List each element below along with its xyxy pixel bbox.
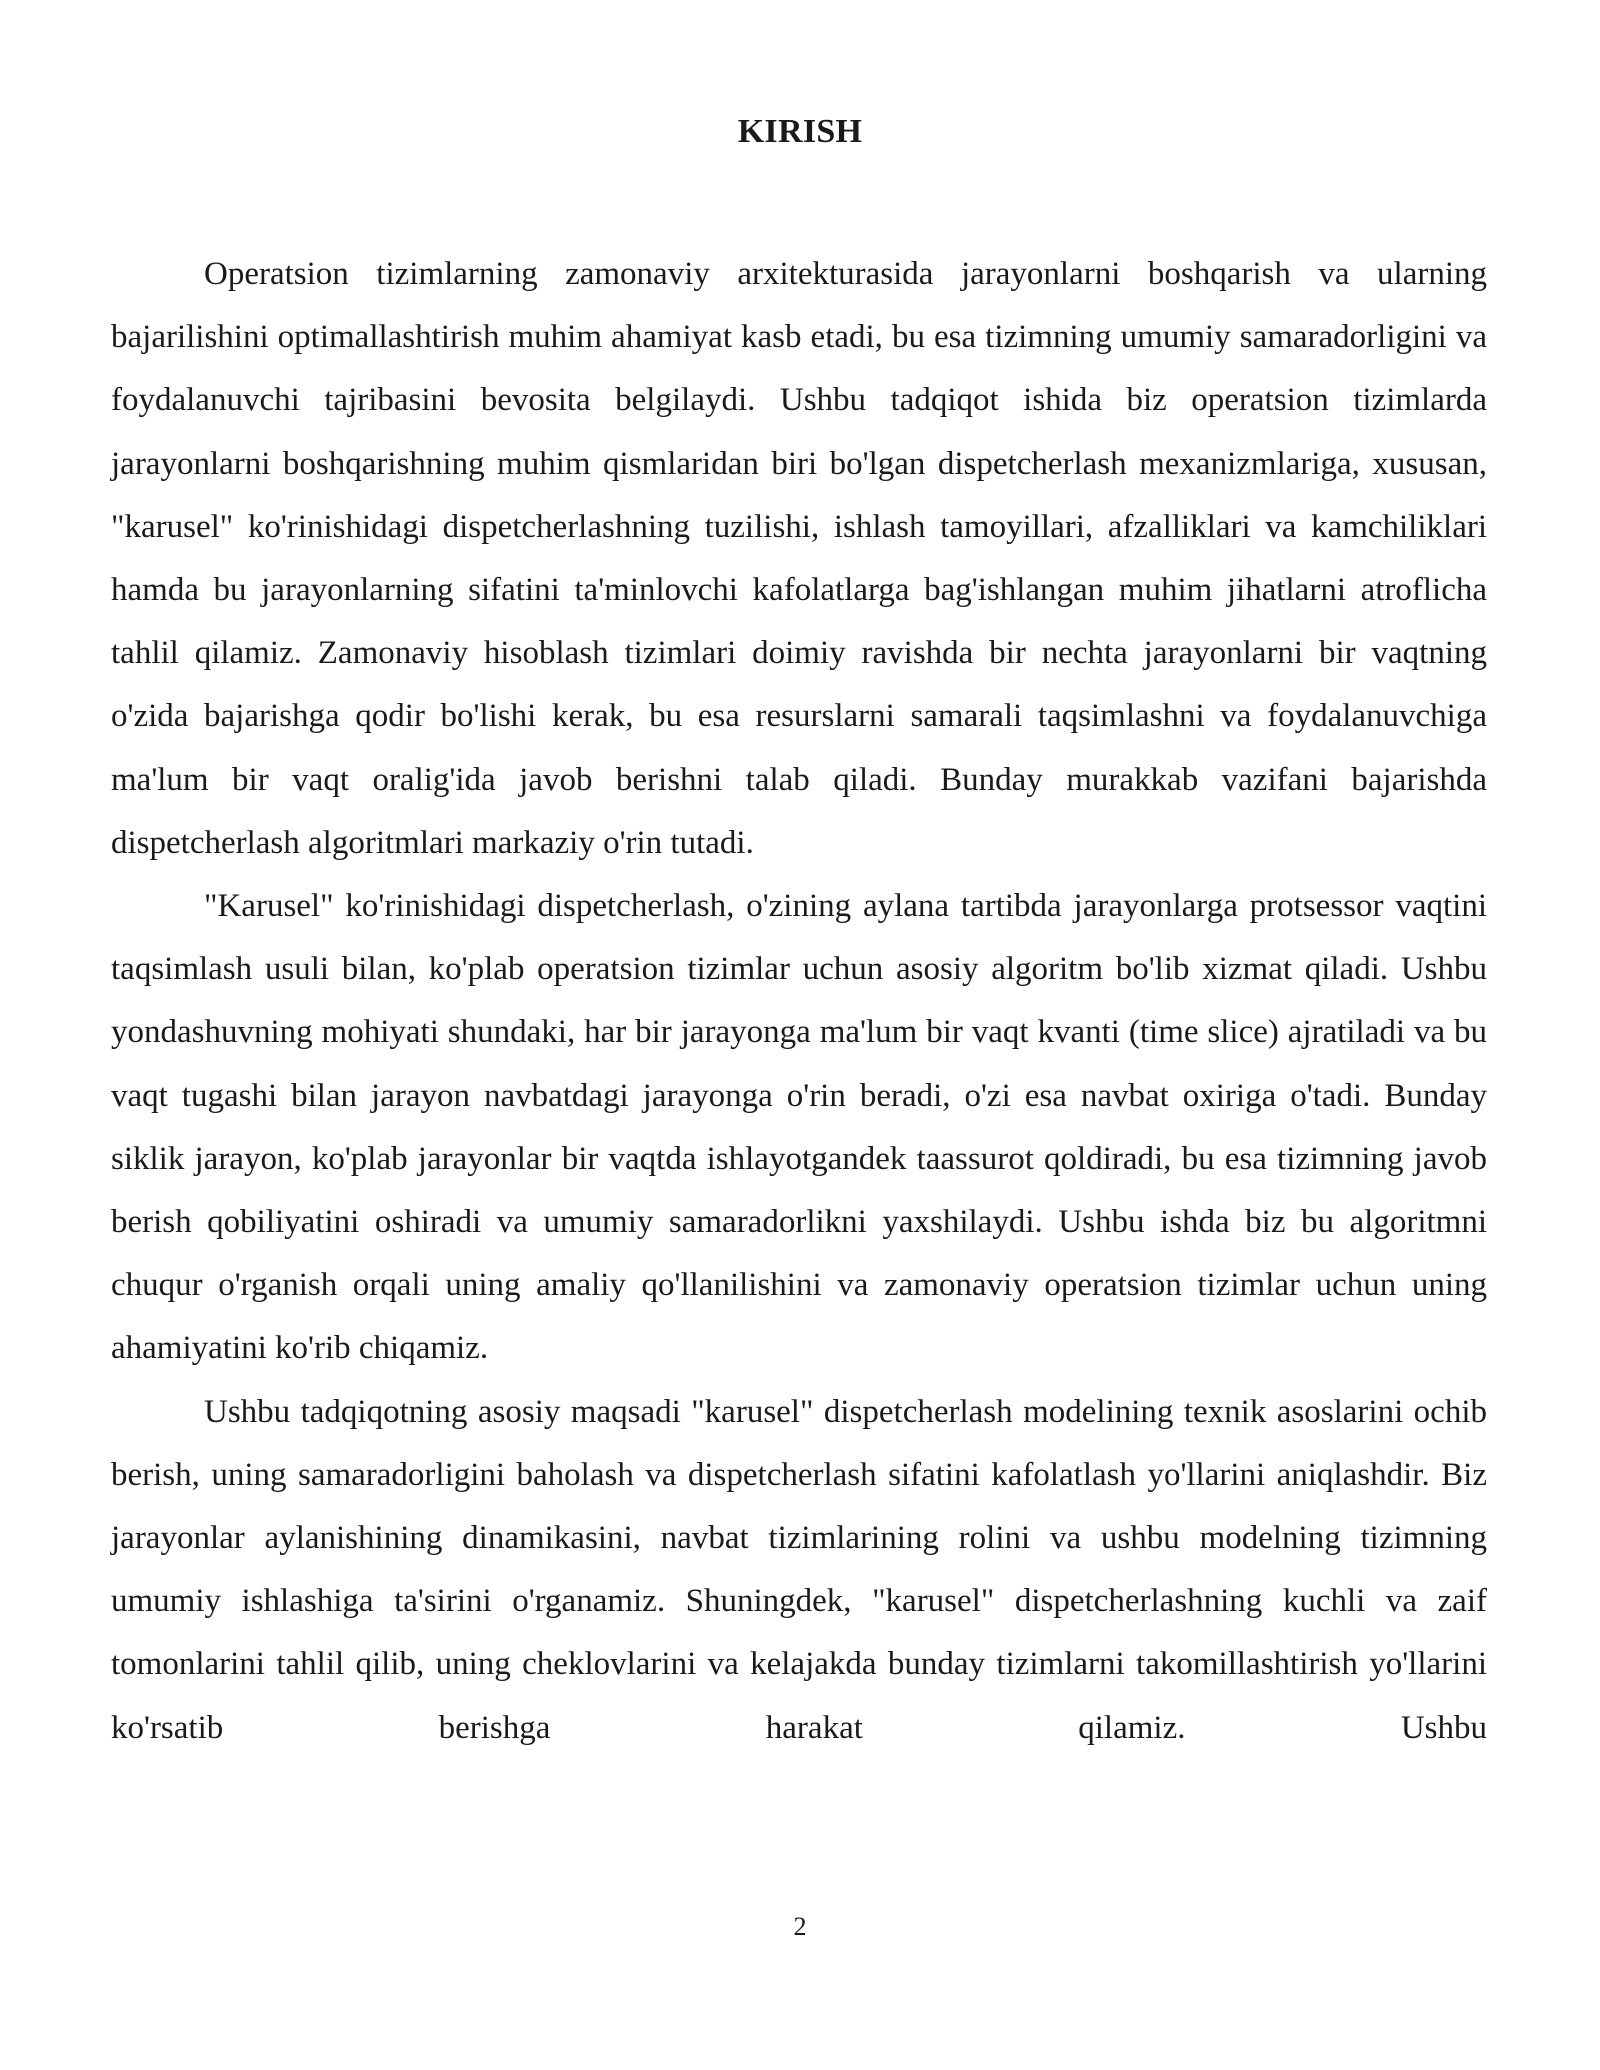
- body-text: [111, 243, 1487, 1760]
- page-number: 2: [793, 1912, 807, 1941]
- paragraph-3: Ushbu tadqiqotning asosiy maqsadi "karusel" dispetcherlash modelining texnik asoslarini ochib berish, uning samaradorligini baholash va dispetcherlash sifatini kafolatlash yo'llarini aniqlashdir. Biz jarayonlar aylanishining dinamikasini, navbat tizimlarining rolini va ushbu modelning tizimning umumiy ishlashiga ta'sirini o'rganamiz. Shuningdek, "karusel" dispetcherlashning kuchli va zaif tomonlarini tahlil qilib, uning cheklovlarini va kelajakda bunday tizimlarni takomillashtirish yo'llarini ko'rsatib berishga harakat qilamiz. Ushbu: [111, 1393, 1487, 1746]
- paragraph-1: Operatsion tizimlarning zamonaviy arxitekturasida jarayonlarni boshqarish va ularning bajarilishini optimallashtirish muhim ahamiyat kasb etadi, bu esa tizimning umumiy samaradorligini va foydalanuvchi tajribasini bevosita belgilaydi. Ushbu tadqiqot ishida biz operatsion tizimlarda jarayonlarni boshqarishning muhim qismlaridan biri bo'lgan dispetcherlash mexanizmlariga, xususan, "karusel" ko'rinishidagi dispetcherlashning tuzilishi, ishlash tamoyillari, afzalliklari va kamchiliklari hamda bu jarayonlarning sifatini ta'minlovchi kafolatlarga bag'ishlangan muhim jihatlarni atroflicha tahlil qilamiz. Zamonaviy hisoblash tizimlari doimiy ravishda bir nechta jarayonlarni bir vaqtning o'zida bajarishga qodir bo'lishi kerak, bu esa resurslarni samarali taqsimlashni va foydalanuvchiga ma'lum bir vaqt oralig'ida javob berishni talab qiladi. Bunday murakkab vazifani bajarishda dispetcherlash algoritmlari markaziy o'rin tutadi.: [111, 256, 1487, 861]
- page-title: KIRISH: [737, 113, 863, 150]
- paragraph-2: "Karusel" ko'rinishidagi dispetcherlash, o'zining aylana tartibda jarayonlarga protsessor vaqtini taqsimlash usuli bilan, ko'plab operatsion tizimlar uchun asosiy algoritm bo'lib xizmat qiladi. Ushbu yondashuvning mohiyati shundaki, har bir jarayonga ma'lum bir vaqt kvanti (time slice) ajratiladi va bu vaqt tugashi bilan jarayon navbatdagi jarayonga o'rin beradi, o'zi esa navbat oxiriga o'tadi. Bunday siklik jarayon, ko'plab jarayonlar bir vaqtda ishlayotgandek taassurot qoldiradi, bu esa tizimning javob berish qobiliyatini oshiradi va umumiy samaradorlikni yaxshilaydi. Ushbu ishda biz bu algoritmni chuqur o'rganish orqali uning amaliy qo'llanilishini va zamonaviy operatsion tizimlar uchun uning ahamiyatini ko'rib chiqamiz.: [111, 888, 1487, 1367]
